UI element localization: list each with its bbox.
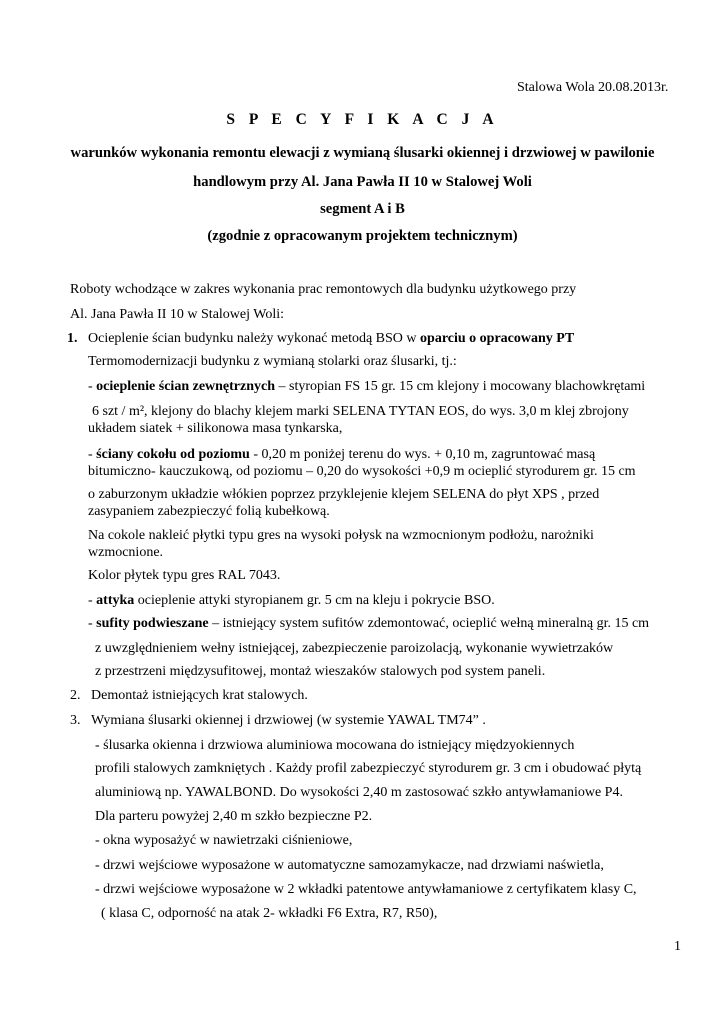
subtitle-line-1: warunków wykonania remontu elewacji z wymianą ślusarki okiennej i drzwiowej w pawilonie: [70, 145, 655, 161]
item-1-line-2: Termomodernizacji budynku z wymianą stolarki oraz ślusarki, tj.:: [88, 354, 457, 369]
item-3-line-5: - okna wyposażyć w nawietrzaki ciśnieniowe,: [95, 833, 353, 848]
walls-line-1: - ocieplenie ścian zewnętrznych – styropian FS 15 gr. 15 cm klejony i mocowany blachowkrętami: [88, 379, 646, 394]
document-title: S P E C Y F I K A C J A: [226, 111, 499, 128]
intro-line-2: Al. Jana Pawła II 10 w Stalowej Woli:: [70, 307, 285, 322]
plinth-line-2: bitumiczno- kauczukową, od poziomu – 0,20 do wysokości +0,9 m ocieplić styrodurem gr. 15 cm: [88, 464, 636, 479]
item-3-text: Wymiana ślusarki okiennej i drzwiowej (w systemie YAWAL TM74” .: [91, 713, 486, 728]
walls-line-3: układem siatek + silikonowa masa tynkarska,: [88, 421, 343, 436]
ceiling-line-2: z uwzględnieniem wełny istniejącej, zabezpieczenie paroizolacją, wykonanie wywietrzaków: [95, 641, 614, 656]
item-3-line-3: aluminiową np. YAWALBOND. Do wysokości 2,40 m zastosować szkło antywłamaniowe P4.: [95, 785, 623, 800]
item-3-line-1: - ślusarka okienna i drzwiowa aluminiowa mocowana do istniejący międzyokiennych: [95, 738, 575, 753]
item-1-line-1: Ocieplenie ścian budynku należy wykonać metodą BSO w oparciu o opracowany PT: [88, 331, 575, 346]
place-date: Stalowa Wola 20.08.2013r.: [517, 80, 669, 95]
item-3-line-7: - drzwi wejściowe wyposażone w 2 wkładki patentowe antywłamaniowe z certyfikatem klasy C,: [95, 882, 637, 897]
plinth-line-1: - ściany cokołu od poziomu - 0,20 m poniżej terenu do wys. + 0,10 m, zagruntować masą: [88, 447, 596, 462]
tiles-line-2: wzmocnione.: [88, 545, 164, 560]
tiles-line-3: Kolor płytek typu gres RAL 7043.: [88, 568, 281, 583]
subtitle-line-4: (zgodnie z opracowanym projektem technicznym): [207, 228, 518, 244]
ceiling-line-1: - sufity podwieszane – istniejący system sufitów zdemontować, ocieplić wełną mineralną gr. 15 cm: [88, 616, 650, 631]
item-2-text: Demontaż istniejących krat stalowych.: [91, 688, 308, 703]
tiles-line-1: Na cokole nakleić płytki typu gres na wysoki połysk na wzmocnionym podłożu, narożniki: [88, 528, 594, 543]
item-3-number: 3.: [70, 713, 81, 728]
item-3-line-4: Dla parteru powyżej 2,40 m szkło bezpieczne P2.: [95, 809, 373, 824]
plinth-line-4: zasypaniem zabezpieczyć folią kubełkową.: [88, 504, 330, 519]
item-3-line-6: - drzwi wejściowe wyposażone w automatyczne samozamykacze, nad drzwiami naświetla,: [95, 858, 604, 873]
attic-line: - attyka ocieplenie attyki styropianem gr. 5 cm na kleju i pokrycie BSO.: [88, 593, 495, 608]
subtitle-line-3: segment A i B: [320, 201, 405, 217]
item-3-line-2: profili stalowych zamkniętych . Każdy profil zabezpieczyć styrodurem gr. 3 cm i obudować płytą: [95, 761, 642, 776]
plinth-line-3: o zaburzonym układzie włókien poprzez przyklejenie klejem SELENA do płyt XPS , przed: [88, 487, 600, 502]
subtitle-line-2: handlowym przy Al. Jana Pawła II 10 w Stalowej Woli: [193, 174, 532, 190]
item-3-line-8: ( klasa C, odporność na atak 2- wkładki F6 Extra, R7, R50),: [101, 906, 438, 921]
item-1-number: 1.: [67, 331, 78, 346]
page-number: 1: [674, 939, 681, 954]
walls-line-2: 6 szt / m², klejony do blachy klejem marki SELENA TYTAN EOS, do wys. 3,0 m klej zbrojony: [92, 404, 629, 419]
item-2-number: 2.: [70, 688, 81, 703]
ceiling-line-3: z przestrzeni międzysufitowej, montaż wieszaków stalowych pod system paneli.: [95, 664, 546, 679]
intro-line-1: Roboty wchodzące w zakres wykonania prac remontowych dla budynku użytkowego przy: [70, 282, 577, 297]
